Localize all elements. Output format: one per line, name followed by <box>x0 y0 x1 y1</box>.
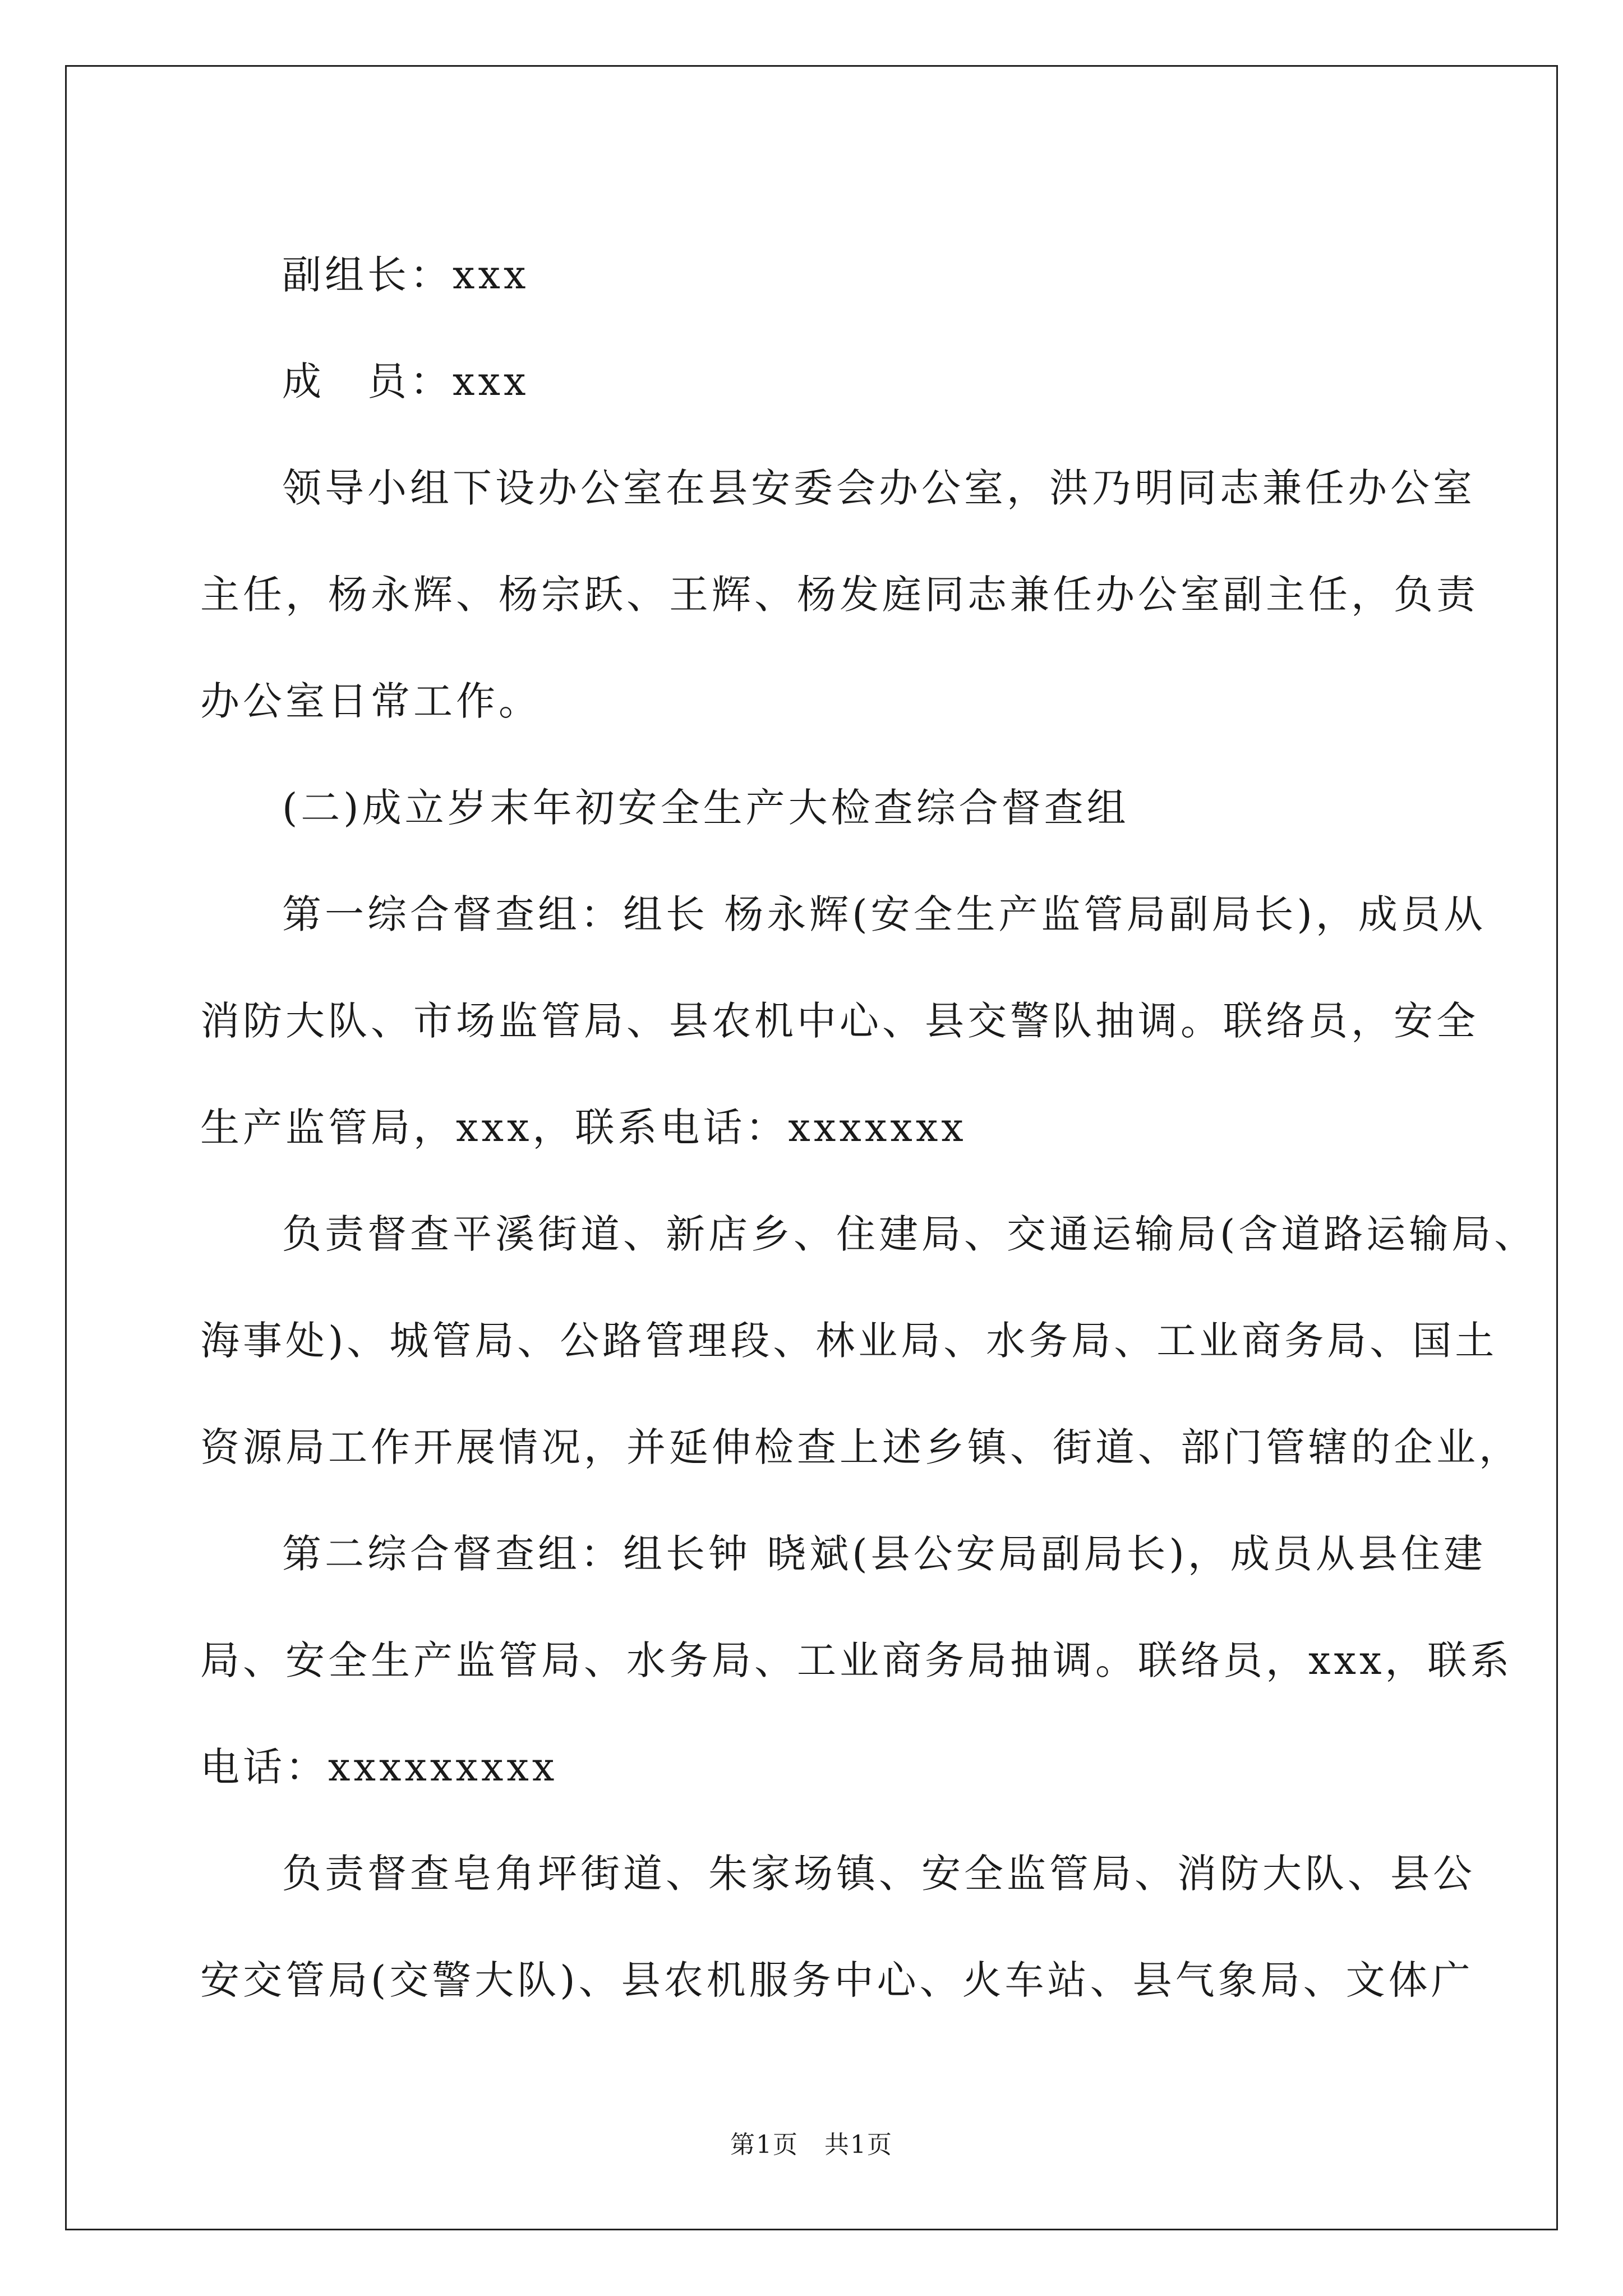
text-line: 成 员：xxx <box>282 358 529 404</box>
text-line: 局、安全生产监管局、水务局、工业商务局抽调。联络员，xxx，联系 <box>200 1637 1513 1683</box>
text-line: 安交管局(交警大队)、县农机服务中心、火车站、县气象局、文体广 <box>200 1957 1474 2003</box>
text-line: 第一综合督查组：组长 杨永辉(安全生产监管局副局长)，成员从 <box>282 891 1486 937</box>
paragraph-deputy-leader <box>200 222 1428 328</box>
text-line: 电话：xxxxxxxxx <box>200 1744 558 1790</box>
paragraph-group-two <box>200 1501 1513 1820</box>
text-line: 主任，杨永辉、杨宗跃、王辉、杨发庭同志兼任办公室副主任，负责 <box>200 572 1479 618</box>
text-line: 第二综合督查组：组长钟 晓斌(县公安局副局长)，成员从县住建 <box>282 1531 1486 1577</box>
paragraph-office <box>200 435 1479 754</box>
paragraph-group-one <box>200 861 1486 1181</box>
paragraph-group-one-duties <box>200 1181 1537 1501</box>
text-line: 生产监管局，xxx，联系电话：xxxxxxx <box>200 1105 967 1151</box>
text-line: 副组长：xxx <box>282 252 529 298</box>
text-line: 负责督查平溪街道、新店乡、住建局、交通运输局(含道路运输局、 <box>282 1211 1537 1257</box>
text-line: 消防大队、市场监管局、县农机中心、县交警队抽调。联络员，安全 <box>200 998 1479 1044</box>
paragraph-members <box>200 328 1428 435</box>
text-line: 领导小组下设办公室在县安委会办公室，洪乃明同志兼任办公室 <box>282 465 1476 511</box>
page-number-footer: 第1页 共1页 <box>730 2131 893 2159</box>
text-line: 海事处)、城管局、公路管理段、林业局、水务局、工业商务局、国土 <box>200 1318 1498 1364</box>
text-line: (二)成立岁末年初安全生产大检查综合督查组 <box>282 785 1129 831</box>
text-line: 负责督查皂角坪街道、朱家场镇、安全监管局、消防大队、县公 <box>282 1851 1476 1897</box>
text-line: 办公室日常工作。 <box>200 678 541 724</box>
section-heading <box>200 754 1428 861</box>
text-line: 资源局工作开展情况，并延伸检查上述乡镇、街道、部门管辖的企业， <box>200 1424 1521 1470</box>
paragraph-group-two-duties <box>200 1820 1476 2033</box>
document-body <box>200 222 1537 2033</box>
